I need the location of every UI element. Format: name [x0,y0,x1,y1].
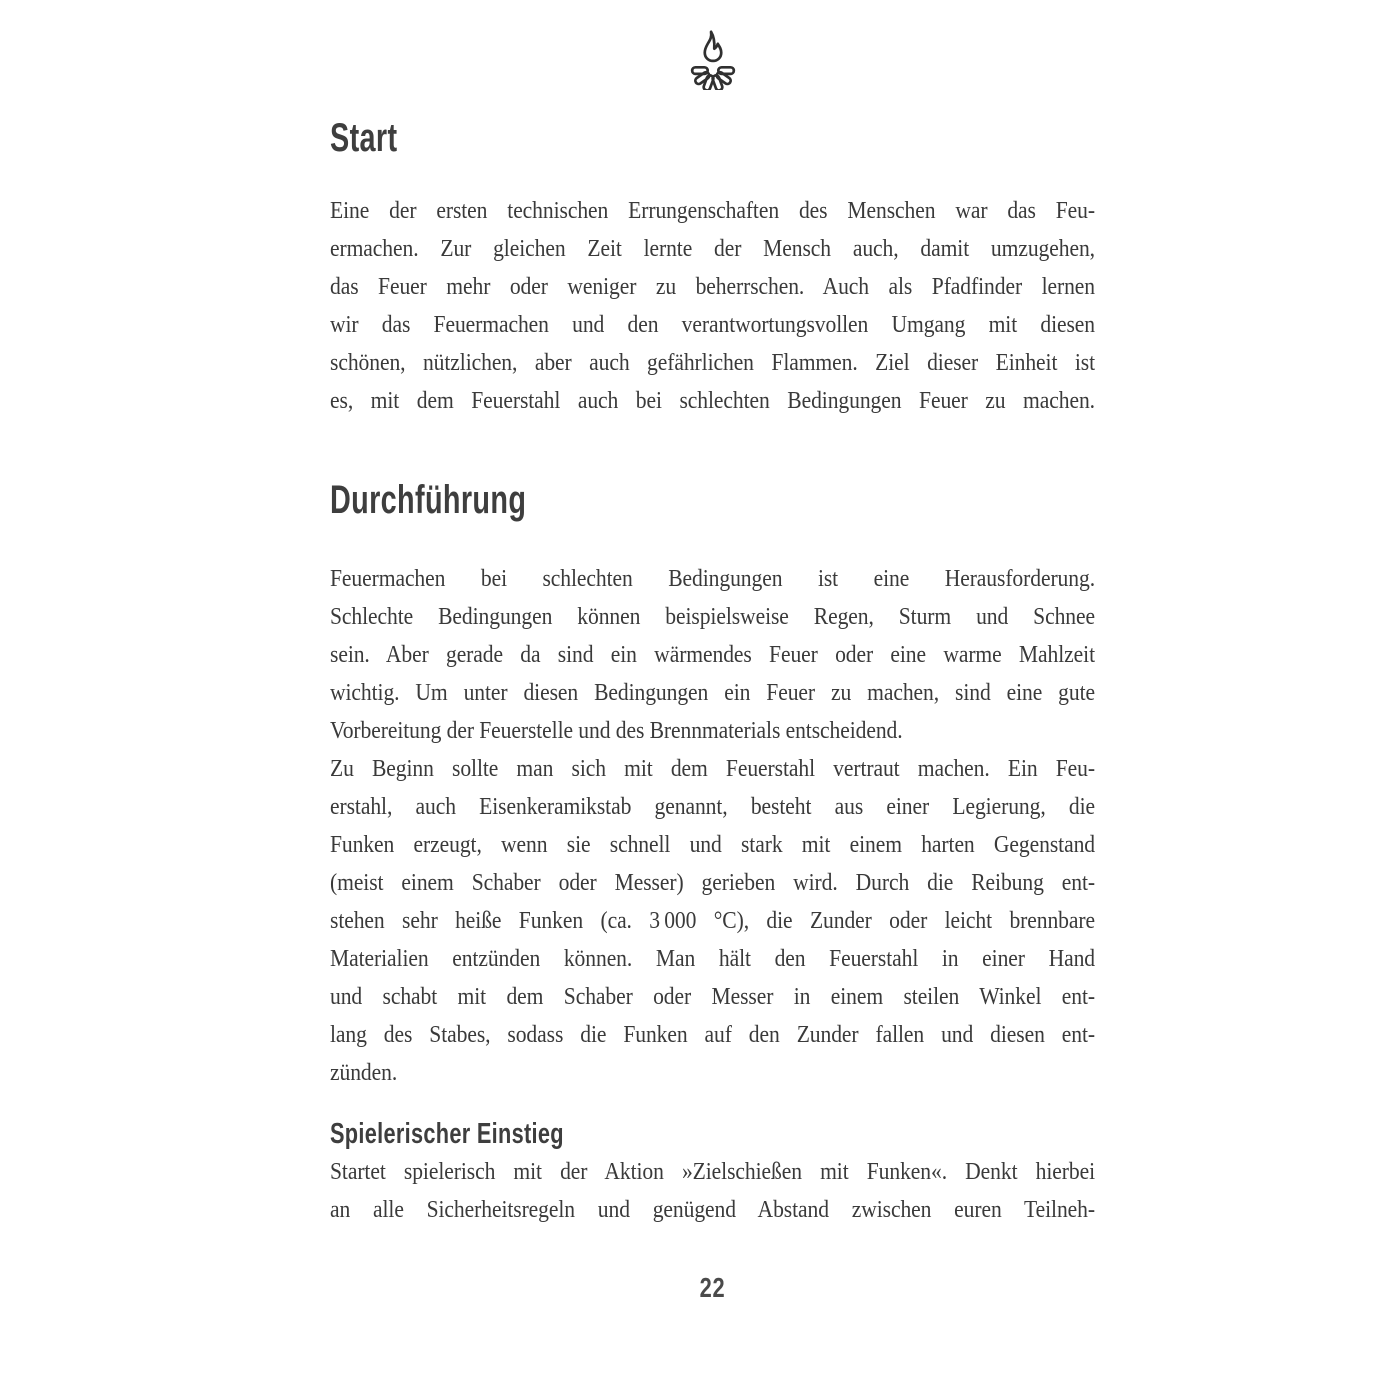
text-line: Zu Beginn sollte man sich mit dem Feuerstahl vertraut machen. Ein Feu- [330,756,1095,782]
text-line: wir das Feuermachen und den verantwortungsvollen Umgang mit diesen [330,312,1095,338]
text-line: (meist einem Schaber oder Messer) gerieben wird. Durch die Reibung ent- [330,870,1095,896]
text-line: zünden. [330,1060,398,1086]
text-line: Startet spielerisch mit der Aktion »Zielschießen mit Funken«. Denkt hierbei [330,1159,1095,1185]
paragraph-durchfuehrung-feuerstahl [330,750,1095,1092]
text-line: erstahl, auch Eisenkeramikstab genannt, besteht aus einer Legierung, die [330,794,1095,820]
text-line: wichtig. Um unter diesen Bedingungen ein Feuer zu machen, sind eine gute [330,680,1095,706]
text-line: Schlechte Bedingungen können beispielsweise Regen, Sturm und Schnee [330,604,1095,630]
text-line: sein. Aber gerade da sind ein wärmendes Feuer oder eine warme Mahlzeit [330,642,1095,668]
paragraph-spielerischer-einstieg [330,1153,1095,1229]
section-heading-start: Start [330,116,398,160]
text-line: Vorbereitung der Feuerstelle und des Brennmaterials entscheidend. [330,718,903,744]
text-line: lang des Stabes, sodass die Funken auf den Zunder fallen und diesen ent- [330,1022,1095,1048]
page-number: 22 [699,1272,726,1303]
campfire-icon [682,26,744,90]
paragraph-durchfuehrung-bedingungen [330,560,1095,750]
text-line: Eine der ersten technischen Errungenschaften des Menschen war das Feu- [330,198,1095,224]
text-line: ermachen. Zur gleichen Zeit lernte der Mensch auch, damit umzugehen, [330,236,1095,262]
text-line: es, mit dem Feuerstahl auch bei schlechten Bedingungen Feuer zu machen. [330,388,1095,414]
text-line: stehen sehr heiße Funken (ca. 3 000 °C), die Zunder oder leicht brennbare [330,908,1095,934]
text-line: schönen, nützlichen, aber auch gefährlichen Flammen. Ziel dieser Einheit ist [330,350,1095,376]
text-line: Funken erzeugt, wenn sie schnell und stark mit einem harten Gegenstand [330,832,1095,858]
paragraph-start-intro [330,192,1095,420]
subsection-heading-spielerischer-einstieg: Spielerischer Einstieg [330,1118,564,1150]
text-line: an alle Sicherheitsregeln und genügend Abstand zwischen euren Teilneh- [330,1197,1095,1223]
section-heading-durchfuehrung: Durchführung [330,478,527,522]
text-line: und schabt mit dem Schaber oder Messer in einem steilen Winkel ent- [330,984,1095,1010]
text-line: Materialien entzünden können. Man hält den Feuerstahl in einer Hand [330,946,1095,972]
text-line: Feuermachen bei schlechten Bedingungen ist eine Herausforderung. [330,566,1095,592]
text-line: das Feuer mehr oder weniger zu beherrschen. Auch als Pfadfinder lernen [330,274,1095,300]
